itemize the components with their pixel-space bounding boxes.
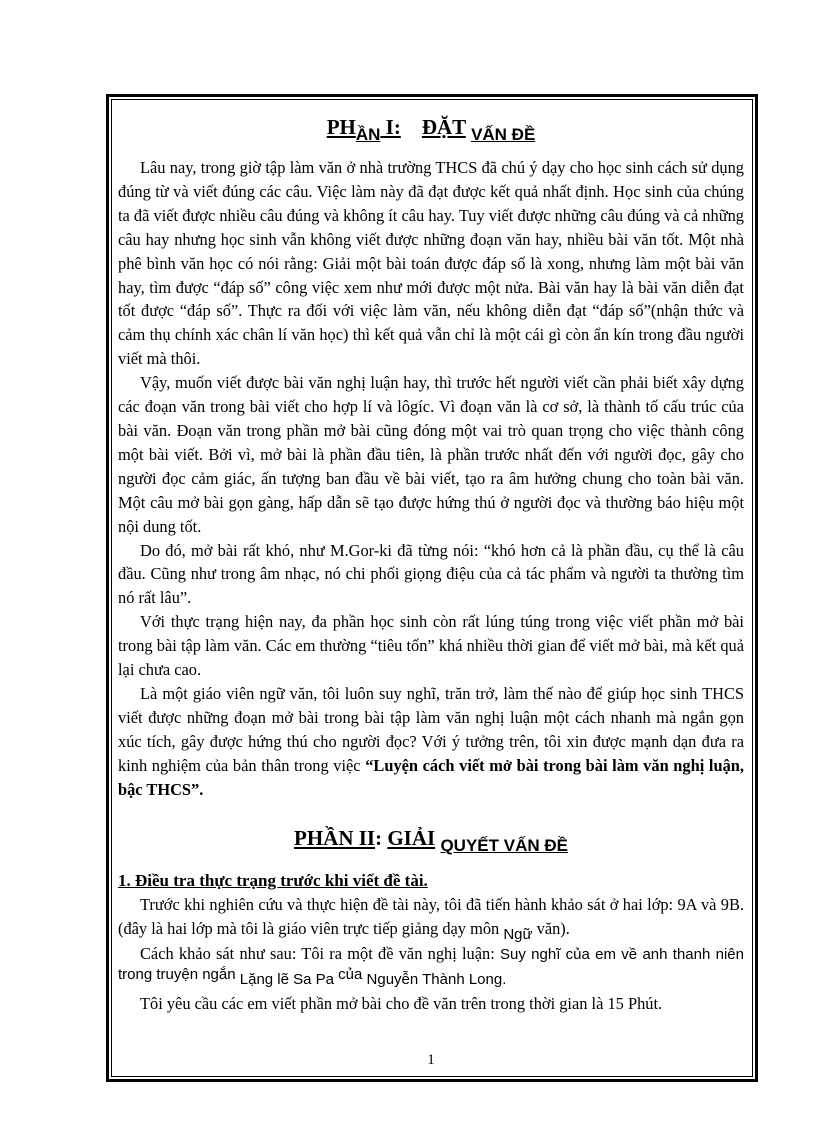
section-1-paragraph-1 bbox=[118, 893, 744, 942]
heading1-part-b: ẦN bbox=[355, 125, 381, 144]
part-two-heading bbox=[118, 823, 744, 855]
paragraph-3: Do đó, mở bài rất khó, như M.Gor-ki đã từng nói: “khó hơn cả là phần đầu, cụ thể là câu đầu. Cũng như trong âm nhạc, nó chi phối giọng điệu của cả tác phẩm và người ta thường tìm nó rất lâu”. bbox=[118, 540, 744, 608]
section-1-p2-c: trong truyện ngắn bbox=[118, 966, 236, 984]
heading1-part-d: ĐẶT bbox=[421, 115, 466, 139]
paragraph-5 bbox=[118, 682, 744, 802]
section-1-paragraph-3: Tôi yêu cầu các em viết phần mở bài cho đề văn trên trong thời gian là 15 Phút. bbox=[140, 994, 663, 1014]
section-1-p1-end: văn). bbox=[532, 919, 570, 939]
document-body bbox=[118, 104, 744, 1016]
section-1-p2-f: Nguyễn Thành Long. bbox=[362, 971, 507, 989]
paragraph-1: Lâu nay, trong giờ tập làm văn ở nhà trường THCS đã chú ý dạy cho học sinh cách sử dụng đúng từ và viết đúng các câu. Việc làm này đã đạt được kết quả nhất định. Học sinh của chúng ta đã viết được nhiều câu đúng và không ít câu hay. Tuy viết được những câu đúng và cả những câu hay nhưng học sinh vẫn không viết được những đoạn văn hay, nhiều bài văn tốt. Một nhà phê bình văn học có nói rằng: Giải một bài toán được đáp số là xong, nhưng làm một bài văn hay, tìm được “đáp số” công việc xem như mới được một nửa. Bài văn hay là bài văn diễn đạt tốt được “đáp số”. Thực ra đối với việc làm văn, nếu không diễn đạt “đáp số”(nhận thức và cảm thụ chính xác chân lí văn học) thì kết quả vẫn chỉ là một cái gì còn ẩn kín trong đầu người viết mà thôi. bbox=[118, 158, 744, 369]
section-1-p2-b: Suy nghĩ của em về anh thanh niên bbox=[500, 946, 744, 964]
heading2-part-a: PHẦN II bbox=[294, 826, 376, 851]
heading1-part-e: VẤN ĐỀ bbox=[471, 125, 536, 144]
paragraph-2: Vậy, muốn viết được bài văn nghị luận hay, thì trước hết người viết cần phải biết xây dựng các đoạn văn trong bài viết cho hợp lí và lôgíc. Vì đoạn văn là cơ sở, là thành tố cấu trúc của bài văn. Đoạn văn trong phần mở bài cũng đóng một vai trò quan trọng cho việc thành công một bài viết. Bởi vì, mở bài là phần đầu tiên, là phần trước nhất đến với người đọc, gây cho người đọc cảm giác, ấn tượng ban đầu về bài viết, tạo ra âm hưởng chung cho toàn bài văn. Một câu mở bài gọn gàng, hấp dẫn sẽ tạo được hứng thú ở người đọc và thường báo hiệu một nội dung tốt. bbox=[118, 373, 744, 536]
section-1-p2-a: Cách khảo sát như sau: Tôi ra một đề văn nghị luận: bbox=[140, 944, 501, 964]
section-1-p2-d: Lặng lẽ Sa Pa bbox=[235, 971, 339, 989]
paragraph-5-text: Là một giáo viên ngữ văn, tôi luôn suy nghĩ, trăn trở, làm thế nào để giúp học sinh THCS viết được những đoạn mở bài trong bài tập làm văn nghị luận một cách nhanh mà ngắn gọn xúc tích, gây được hứng thú cho người đọc? Với ý tưởng trên, tôi xin được mạnh dạn đưa ra kinh nghiệm của bản thân trong việc bbox=[118, 683, 744, 775]
heading2-part-c: GIẢI bbox=[387, 826, 436, 851]
paragraph-5-bold: “Luyện cách viết mở bài trong bài làm văn nghị luận, bậc THCS”. bbox=[118, 755, 744, 799]
section-1-title: 1. Điều tra thực trạng trước khi viết đề tài. bbox=[118, 871, 428, 891]
paragraph-4: Với thực trạng hiện nay, đa phần học sinh còn rất lúng túng trong việc viết phần mở bài trong bài tập làm văn. Các em thường “tiêu tốn” khá nhiều thời gian để viết mở bài, mà kết quả lại chưa cao. bbox=[118, 612, 744, 680]
heading2-part-b: : bbox=[375, 826, 388, 851]
section-1-p2-e: của bbox=[338, 966, 363, 984]
heading1-part-a: PH bbox=[326, 115, 356, 139]
heading1-part-c: I: bbox=[380, 115, 401, 139]
section-1-p1-sub: Ngữ bbox=[503, 926, 533, 944]
page-number: 1 bbox=[427, 1052, 435, 1068]
section-1-paragraph-2 bbox=[118, 942, 744, 992]
heading2-part-d: QUYẾT VẤN ĐỀ bbox=[440, 836, 568, 856]
part-one-heading bbox=[118, 112, 744, 144]
section-1-p1-text: Trước khi nghiên cứu và thực hiện đề tài này, tôi đã tiến hành khảo sát ở hai lớp: 9A và 9B.(đây là hai lớp mà tôi là giáo viên trực tiếp giảng dạy môn bbox=[118, 895, 744, 939]
